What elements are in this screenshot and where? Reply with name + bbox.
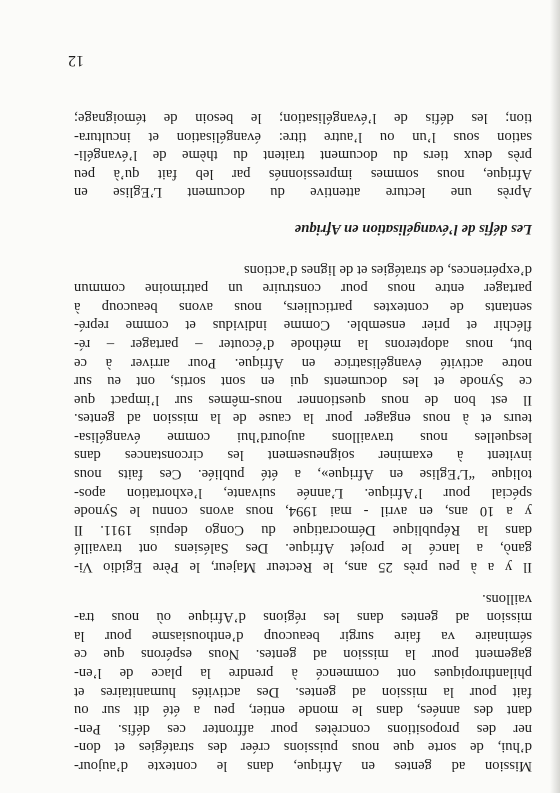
text-line: y a 10 ans, en avril - mai 1994, nous avons connu le Synode xyxy=(74,503,532,520)
text-line: dans la République Démocratique du Congo depuis 1911. Il xyxy=(74,521,532,538)
paragraph-3 xyxy=(74,108,532,201)
text-line: Il est bon de nous questionner nous-mêmes sur l’impact que xyxy=(74,391,532,408)
text-line: dant des années, dans le monde entier, peu a été dit sur ou xyxy=(74,702,532,719)
text-line: sation sous l’un ou l’autre titre: évangélisation et incultura- xyxy=(74,128,532,145)
page-number: 12 xyxy=(68,52,84,69)
text-line: d’expériences, de stratégies et de lignes d’actions xyxy=(243,261,532,278)
text-line: teurs et à nous engager pour la cause de la mission ad gentes. xyxy=(74,410,532,427)
text-line: gagement pour la mission ad gentes. Nous espérons que ce xyxy=(74,646,532,663)
text-line: partager entre nous pour construire un patrimoine commun xyxy=(74,280,532,297)
text-line: tion; les défis de l’évangélisation; le besoin de témoignage; xyxy=(74,110,532,126)
text-line: d’hui, de sorte que nous puissions créer des stratégies et don- xyxy=(74,739,532,756)
text-line: Mission ad gentes en Afrique, dans le contexte d’aujour- xyxy=(74,758,532,774)
text-line: vaillons. xyxy=(482,590,532,607)
text-line: but, nous adopterons la méthode d’écouter – partager – ré- xyxy=(74,335,532,352)
text-line: mission ad gentes dans les régions d’Afrique où nous tra- xyxy=(74,609,532,626)
text-line: Afrique, nous sommes impressionnés par leb fait qu’à peu xyxy=(74,165,532,182)
text-line: près deux tiers du document traitent du thème de l’évangéli- xyxy=(74,147,532,164)
paragraph-gap xyxy=(74,576,532,589)
text-line: notre activité évangélisatrice en Afrique. Pour arriver à ce xyxy=(74,354,532,371)
text-line: tolique “L’Eglise en Afrique», a été publiée. Ces faits nous xyxy=(74,466,532,483)
text-line: sentants de contextes particuliers, nous avons beaucoup à xyxy=(74,298,532,315)
text-line: invitent à examiner soigneusement les circonstances dans xyxy=(74,447,532,464)
text-line: spécial pour l’Afrique. L’année suivante, l’exhortation apos- xyxy=(74,484,532,501)
binding-shadow xyxy=(550,0,560,793)
text-line: philanthropiques ont commencé à prendre la place de l’en- xyxy=(74,665,532,682)
paragraph-2 xyxy=(74,260,532,576)
body-text xyxy=(74,108,532,775)
text-line: Il y a à peu près 25 ans, le Recteur Majeur, le Père Egidio Vi- xyxy=(74,559,532,576)
text-line: fléchir et prier ensemble. Comme individus et comme repré- xyxy=(74,317,532,334)
text-line: fait pour la mission ad gentes. Des activités humanitaires et xyxy=(74,683,532,700)
text-line: ner des propositions concrètes pour affronter ces défis. Pen- xyxy=(74,720,532,737)
text-line: lesquelles nous travaillons aujourd’hui comme évangélisa- xyxy=(74,428,532,445)
text-line: ce Synode et les documents qui en sont sortis, ont eu sur xyxy=(74,373,532,390)
text-line: ganò, a lancé le projet Afrique. Des Salésiens ont travaillé xyxy=(74,540,532,557)
paragraph-1 xyxy=(74,589,532,775)
section-heading: Les défis de l’évangélisation en Afrique xyxy=(294,220,532,237)
text-line: Après une lecture attentive du document L’Eglise en xyxy=(74,184,532,201)
text-line: séminaire va faire surgir beaucoup d’enthousiasme pour la xyxy=(74,627,532,644)
